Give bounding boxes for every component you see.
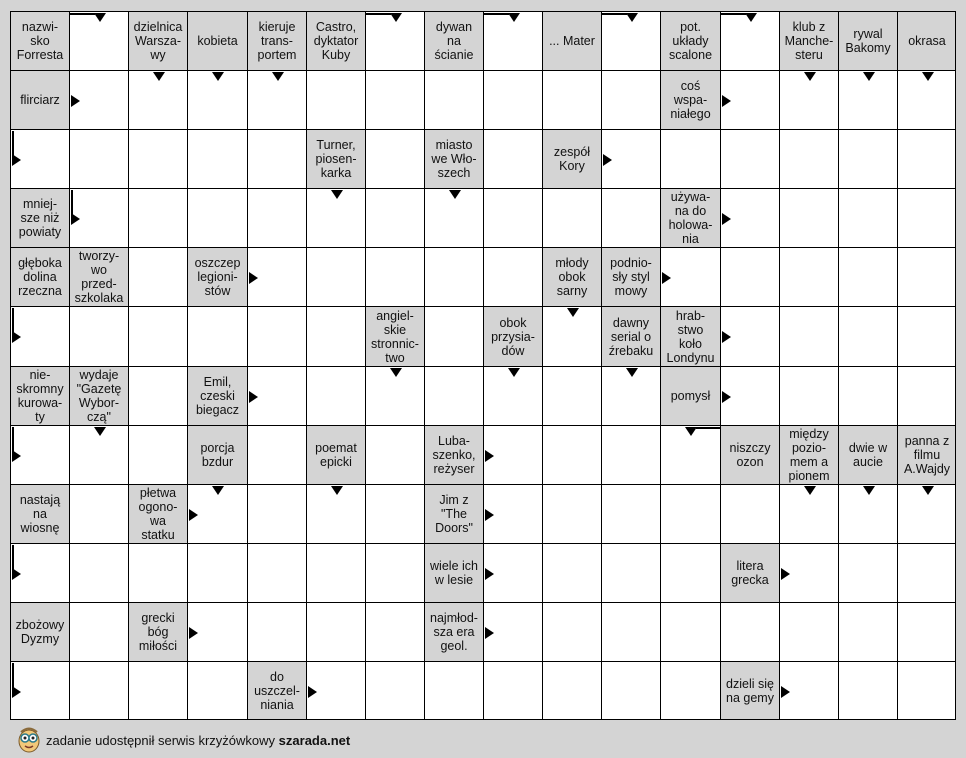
answer-cell[interactable]	[129, 662, 188, 720]
answer-cell[interactable]	[129, 189, 188, 248]
arrow-down-icon	[626, 13, 638, 22]
clue-cell	[425, 485, 484, 544]
clue-text: kobieta	[197, 34, 238, 48]
arrow-hook-line	[12, 308, 14, 333]
clue-cell	[898, 12, 956, 71]
clue-cell	[11, 485, 70, 544]
clue-cell	[307, 12, 366, 71]
answer-cell[interactable]	[602, 71, 661, 130]
answer-cell[interactable]	[70, 485, 129, 544]
clue-text: rywal Bakomy	[845, 27, 891, 55]
answer-cell[interactable]	[602, 426, 661, 485]
clue-cell	[898, 426, 956, 485]
arrow-down-icon	[449, 190, 461, 199]
clue-cell	[248, 12, 307, 71]
answer-cell[interactable]	[188, 544, 248, 603]
arrow-down-icon	[94, 13, 106, 22]
clue-text: mniej- sze niż powiaty	[18, 197, 62, 239]
answer-cell[interactable]	[484, 248, 543, 307]
clue-text: ... Mater	[549, 34, 595, 48]
clue-text: tworzy- wo przed- szkolaka	[74, 249, 124, 305]
clue-cell	[11, 603, 70, 662]
answer-cell[interactable]	[307, 544, 366, 603]
arrow-down-icon	[922, 486, 934, 495]
clue-cell	[425, 130, 484, 189]
arrow-down-icon	[212, 486, 224, 495]
arrow-down-icon	[745, 13, 757, 22]
arrow-down-icon	[94, 427, 106, 436]
arrow-hook-line	[602, 13, 627, 15]
clue-text: obok przysia- dów	[491, 315, 535, 358]
szarada-logo-icon	[16, 725, 42, 753]
answer-cell[interactable]	[602, 485, 661, 544]
arrow-right-icon	[722, 391, 731, 403]
clue-text: płetwa ogono- wa statku	[138, 486, 178, 542]
answer-cell[interactable]	[602, 544, 661, 603]
clue-text: nazwi- sko Forresta	[16, 20, 64, 62]
answer-cell[interactable]	[602, 662, 661, 720]
arrow-hook-line	[12, 663, 14, 688]
arrow-hook-line	[484, 13, 509, 15]
answer-cell[interactable]	[484, 71, 543, 130]
clue-cell	[602, 307, 661, 367]
arrow-hook-line	[71, 190, 73, 215]
arrow-right-icon	[781, 686, 790, 698]
arrow-right-icon	[249, 272, 258, 284]
crossword-grid	[10, 11, 956, 720]
clue-text: używa- na do holowa- nia	[668, 190, 713, 246]
answer-cell[interactable]	[70, 307, 129, 367]
clue-text: Jim z "The Doors"	[435, 493, 473, 535]
answer-cell[interactable]	[661, 544, 721, 603]
answer-cell[interactable]	[188, 189, 248, 248]
answer-cell[interactable]	[248, 603, 307, 662]
clue-cell	[129, 485, 188, 544]
clue-text: okrasa	[908, 34, 946, 48]
answer-cell[interactable]	[366, 71, 425, 130]
answer-cell[interactable]	[780, 307, 839, 367]
answer-cell[interactable]	[425, 367, 484, 426]
answer-cell[interactable]	[70, 662, 129, 720]
footer-credit	[46, 733, 350, 748]
answer-cell[interactable]	[839, 130, 898, 189]
answer-cell[interactable]	[839, 248, 898, 307]
answer-cell[interactable]	[70, 130, 129, 189]
clue-text: dzielnica Warsza- wy	[133, 20, 183, 62]
clue-text: wiele ich w lesie	[430, 559, 478, 587]
clue-cell	[11, 12, 70, 71]
answer-cell[interactable]	[661, 662, 721, 720]
answer-cell[interactable]	[366, 426, 425, 485]
answer-cell[interactable]	[543, 426, 602, 485]
clue-cell	[129, 603, 188, 662]
answer-cell[interactable]	[248, 307, 307, 367]
clue-text: nastają na wiosnę	[19, 493, 61, 535]
clue-cell	[425, 12, 484, 71]
answer-cell[interactable]	[425, 662, 484, 720]
clue-cell	[661, 71, 721, 130]
arrow-right-icon	[308, 686, 317, 698]
clue-text: zespół Kory	[553, 145, 591, 173]
answer-cell[interactable]	[188, 662, 248, 720]
answer-cell[interactable]	[248, 485, 307, 544]
clue-text: pot. układy scalone	[668, 20, 713, 62]
clue-text: dawny serial o źrebaku	[608, 315, 654, 358]
clue-cell	[661, 307, 721, 367]
arrow-hook-line	[12, 131, 14, 156]
arrow-down-icon	[390, 13, 402, 22]
clue-cell	[543, 248, 602, 307]
answer-cell[interactable]	[129, 367, 188, 426]
clue-text: najmłod- sza era geol.	[430, 611, 478, 653]
arrow-down-icon	[508, 368, 520, 377]
clue-cell	[366, 307, 425, 367]
clue-text: angiel- skie stronnic- two	[371, 308, 419, 365]
answer-cell[interactable]	[839, 307, 898, 367]
arrow-down-icon	[863, 486, 875, 495]
clue-text: dzieli się na gemy	[726, 677, 774, 705]
answer-cell[interactable]	[248, 426, 307, 485]
clue-cell	[11, 71, 70, 130]
answer-cell[interactable]	[839, 662, 898, 720]
answer-cell[interactable]	[780, 367, 839, 426]
clue-cell	[661, 367, 721, 426]
answer-cell[interactable]	[129, 248, 188, 307]
clue-text: Turner, piosen- karka	[315, 138, 357, 180]
site-link[interactable]: szarada.net	[278, 733, 351, 748]
answer-cell[interactable]	[543, 189, 602, 248]
clue-cell	[11, 367, 70, 426]
answer-cell[interactable]	[898, 130, 956, 189]
arrow-down-icon	[153, 72, 165, 81]
arrow-hook-line	[70, 13, 95, 15]
clue-text: pomysł	[670, 389, 711, 403]
arrow-down-icon	[390, 368, 402, 377]
clue-cell	[425, 544, 484, 603]
answer-cell[interactable]	[129, 544, 188, 603]
arrow-hook-line	[366, 13, 391, 15]
answer-cell[interactable]	[248, 130, 307, 189]
clue-text: podnio- sły styl mowy	[610, 256, 652, 298]
clue-cell	[70, 248, 129, 307]
answer-cell[interactable]	[721, 603, 780, 662]
clue-cell	[70, 367, 129, 426]
clue-cell	[543, 130, 602, 189]
clue-text: grecki bóg miłości	[138, 611, 178, 653]
answer-cell[interactable]	[839, 603, 898, 662]
arrow-down-icon	[567, 308, 579, 317]
answer-cell[interactable]	[484, 189, 543, 248]
clue-cell	[11, 248, 70, 307]
clue-text: zbożowy Dyzmy	[15, 618, 65, 646]
clue-cell	[484, 307, 543, 367]
answer-cell[interactable]	[898, 603, 956, 662]
clue-text: między pozio- mem a pionem	[788, 427, 830, 483]
clue-text: miasto we Wło- szech	[431, 138, 477, 180]
clue-cell	[543, 12, 602, 71]
arrow-down-icon	[212, 72, 224, 81]
answer-cell[interactable]	[543, 367, 602, 426]
answer-cell[interactable]	[425, 307, 484, 367]
clue-text: młody obok sarny	[555, 256, 589, 298]
arrow-hook-line	[12, 427, 14, 452]
answer-cell[interactable]	[425, 71, 484, 130]
clue-text: Emil, czeski biegacz	[195, 375, 240, 417]
clue-text: Luba- szenko, reżyser	[432, 434, 476, 476]
answer-cell[interactable]	[721, 485, 780, 544]
clue-cell	[11, 189, 70, 248]
arrow-right-icon	[189, 509, 198, 521]
clue-text: głęboka dolina rzeczna	[18, 256, 62, 298]
arrow-right-icon	[603, 154, 612, 166]
answer-cell[interactable]	[366, 603, 425, 662]
clue-text: panna z filmu A.Wajdy	[903, 434, 951, 476]
answer-cell[interactable]	[780, 189, 839, 248]
clue-text: litera grecka	[731, 559, 769, 587]
answer-cell[interactable]	[721, 248, 780, 307]
clue-cell	[661, 189, 721, 248]
clue-text: flirciarz	[20, 93, 60, 107]
answer-cell[interactable]	[898, 307, 956, 367]
arrow-right-icon	[722, 213, 731, 225]
clue-text: niszczy ozon	[729, 441, 771, 469]
answer-cell[interactable]	[898, 544, 956, 603]
clue-cell	[188, 248, 248, 307]
answer-cell[interactable]	[307, 367, 366, 426]
clue-cell	[425, 426, 484, 485]
answer-cell[interactable]	[661, 485, 721, 544]
answer-cell[interactable]	[898, 662, 956, 720]
clue-cell	[248, 662, 307, 720]
clue-cell	[425, 603, 484, 662]
answer-cell[interactable]	[366, 248, 425, 307]
clue-cell	[780, 426, 839, 485]
clue-text: klub z Manche- steru	[784, 20, 834, 62]
answer-cell[interactable]	[129, 307, 188, 367]
answer-cell[interactable]	[129, 426, 188, 485]
answer-cell[interactable]	[248, 189, 307, 248]
answer-cell[interactable]	[780, 248, 839, 307]
answer-cell[interactable]	[661, 130, 721, 189]
clue-cell	[839, 426, 898, 485]
answer-cell[interactable]	[543, 544, 602, 603]
answer-cell[interactable]	[70, 544, 129, 603]
arrow-right-icon	[485, 509, 494, 521]
clue-cell	[602, 248, 661, 307]
clue-text: dywan na ścianie	[434, 20, 474, 62]
answer-cell[interactable]	[188, 307, 248, 367]
clue-text: nie- skromny kurowa- ty	[16, 368, 64, 424]
clue-cell	[307, 426, 366, 485]
answer-cell[interactable]	[780, 603, 839, 662]
arrow-down-icon	[331, 190, 343, 199]
footer-text: zadanie udostępnił serwis krzyżówkowy	[46, 733, 276, 748]
answer-cell[interactable]	[307, 71, 366, 130]
clue-cell	[721, 544, 780, 603]
arrow-right-icon	[485, 627, 494, 639]
arrow-down-icon	[863, 72, 875, 81]
answer-cell[interactable]	[484, 662, 543, 720]
clue-text: kieruje trans- portem	[257, 20, 297, 62]
answer-cell[interactable]	[366, 544, 425, 603]
answer-cell[interactable]	[307, 603, 366, 662]
answer-cell[interactable]	[188, 130, 248, 189]
arrow-down-icon	[331, 486, 343, 495]
answer-cell[interactable]	[661, 603, 721, 662]
answer-cell[interactable]	[307, 307, 366, 367]
answer-cell[interactable]	[602, 603, 661, 662]
arrow-right-icon	[722, 331, 731, 343]
arrow-down-icon	[626, 368, 638, 377]
answer-cell[interactable]	[366, 189, 425, 248]
answer-cell[interactable]	[839, 544, 898, 603]
clue-cell	[188, 367, 248, 426]
arrow-right-icon	[249, 391, 258, 403]
answer-cell[interactable]	[366, 130, 425, 189]
arrow-right-icon	[71, 95, 80, 107]
arrow-down-icon	[508, 13, 520, 22]
clue-cell	[780, 12, 839, 71]
answer-cell[interactable]	[70, 603, 129, 662]
clue-cell	[188, 426, 248, 485]
arrow-hook-line	[696, 427, 721, 429]
arrow-right-icon	[189, 627, 198, 639]
arrow-right-icon	[662, 272, 671, 284]
answer-cell[interactable]	[307, 248, 366, 307]
answer-cell[interactable]	[543, 603, 602, 662]
arrow-right-icon	[485, 450, 494, 462]
answer-cell[interactable]	[839, 367, 898, 426]
arrow-right-icon	[722, 95, 731, 107]
arrow-down-icon	[804, 72, 816, 81]
clue-cell	[307, 130, 366, 189]
answer-cell[interactable]	[721, 130, 780, 189]
clue-text: coś wspa- niałego	[670, 79, 711, 121]
answer-cell[interactable]	[543, 662, 602, 720]
clue-cell	[661, 12, 721, 71]
answer-cell[interactable]	[543, 71, 602, 130]
arrow-down-icon	[922, 72, 934, 81]
clue-text: do uszczel- niania	[254, 670, 300, 712]
clue-text: wydaje "Gazetę Wybor- czą"	[76, 368, 122, 424]
arrow-hook-line	[12, 545, 14, 570]
arrow-right-icon	[485, 568, 494, 580]
clue-cell	[839, 12, 898, 71]
arrow-right-icon	[781, 568, 790, 580]
answer-cell[interactable]	[898, 189, 956, 248]
clue-cell	[129, 12, 188, 71]
answer-cell[interactable]	[366, 662, 425, 720]
answer-cell[interactable]	[248, 544, 307, 603]
clue-text: dwie w aucie	[848, 441, 888, 469]
answer-cell[interactable]	[898, 367, 956, 426]
answer-cell[interactable]	[898, 248, 956, 307]
clue-text: poemat epicki	[315, 441, 357, 469]
answer-cell[interactable]	[366, 485, 425, 544]
answer-cell[interactable]	[602, 189, 661, 248]
answer-cell[interactable]	[780, 130, 839, 189]
clue-cell	[188, 12, 248, 71]
answer-cell[interactable]	[425, 248, 484, 307]
answer-cell[interactable]	[484, 130, 543, 189]
answer-cell[interactable]	[543, 485, 602, 544]
clue-text: oszczep legioni- stów	[194, 256, 241, 298]
clue-text: hrab- stwo koło Londynu	[666, 308, 715, 365]
clue-text: porcja bzdur	[200, 441, 235, 469]
arrow-hook-line	[721, 13, 746, 15]
arrow-down-icon	[272, 72, 284, 81]
answer-cell[interactable]	[839, 189, 898, 248]
clue-text: Castro, dyktator Kuby	[313, 20, 359, 62]
clue-cell	[721, 426, 780, 485]
arrow-down-icon	[804, 486, 816, 495]
clue-cell	[721, 662, 780, 720]
footer	[0, 722, 966, 756]
answer-cell[interactable]	[129, 130, 188, 189]
